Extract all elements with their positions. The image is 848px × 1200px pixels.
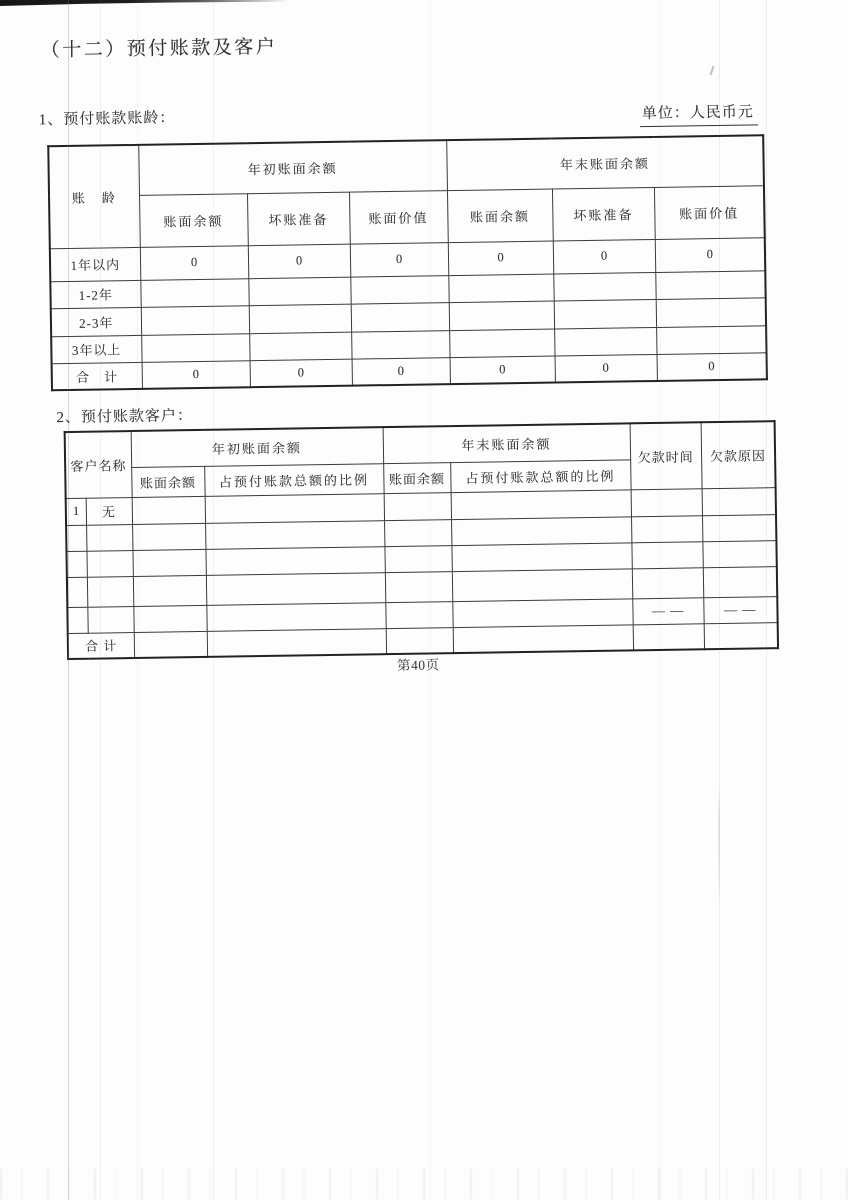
aging-group-header-begin: 年初账面余额 <box>138 140 447 195</box>
customer-cell <box>205 520 384 549</box>
customer-group-header-end: 年末账面余额 <box>383 423 631 463</box>
customer-name <box>86 524 132 551</box>
aging-cell <box>553 272 655 301</box>
customer-cell <box>384 545 451 572</box>
aging-cell <box>351 330 449 359</box>
aging-cell: 0 <box>352 357 450 386</box>
aging-row-label: 3年以上 <box>51 335 141 363</box>
aging-sub-header: 账面余额 <box>139 193 248 247</box>
customer-index <box>67 577 87 607</box>
customer-cell <box>384 492 451 520</box>
customer-cell <box>452 568 632 601</box>
aging-cell <box>448 274 553 303</box>
aging-sub-header: 账面余额 <box>447 189 553 243</box>
debt-reason-header: 欠款原因 <box>701 421 776 488</box>
customer-sub-header: 占预付账款总额的比例 <box>450 459 630 492</box>
customer-cell <box>453 624 633 653</box>
debt-reason-cell: — — <box>703 596 777 623</box>
aging-cell <box>554 299 656 329</box>
debt-reason-cell <box>702 540 776 567</box>
customer-index <box>67 607 87 633</box>
debt-time-header: 欠款时间 <box>630 422 702 489</box>
customer-cell <box>206 602 385 631</box>
aging-row-label: 1年以内 <box>50 247 140 281</box>
customer-cell <box>132 496 205 524</box>
customer-cell <box>132 523 205 550</box>
customer-cell <box>384 519 451 546</box>
debt-time-cell <box>633 623 704 650</box>
customer-cell <box>134 631 207 658</box>
section2-heading: 2、预付账款客户： <box>56 408 194 427</box>
aging-cell <box>656 297 766 327</box>
debt-reason-cell <box>702 514 776 541</box>
customer-cell <box>206 572 385 605</box>
aging-cell: 0 <box>248 244 350 279</box>
debt-reason-cell <box>704 622 778 649</box>
customer-sub-header: 占预付账款总额的比例 <box>204 463 383 496</box>
debt-time-cell <box>632 567 703 598</box>
aging-group-header-end: 年末账面余额 <box>446 135 764 190</box>
aging-cell <box>449 329 554 358</box>
aging-cell: 0 <box>142 360 250 389</box>
customer-sub-header: 账面余额 <box>383 462 450 493</box>
customer-index <box>66 551 86 577</box>
aging-sub-header: 账面价值 <box>349 190 448 243</box>
customer-name <box>87 606 133 633</box>
customer-sub-header: 账面余额 <box>131 466 204 497</box>
aging-cell: 0 <box>350 242 449 277</box>
aging-cell <box>350 275 448 304</box>
debt-time-cell <box>631 515 702 542</box>
customer-group-header-begin: 年初账面余额 <box>131 427 384 467</box>
customer-name <box>87 576 133 607</box>
currency-unit-label: 单位：人民币元 <box>640 100 758 127</box>
customer-cell <box>132 549 205 576</box>
debt-reason-cell <box>702 487 776 515</box>
aging-cell: 0 <box>448 241 553 276</box>
customer-cell <box>386 627 453 654</box>
aging-total-label: 合 计 <box>52 362 142 390</box>
aging-row-label: 1-2年 <box>50 280 140 308</box>
prepayment-aging-table <box>47 134 768 391</box>
aging-cell <box>141 305 249 335</box>
customer-corner-header: 客户名称 <box>65 431 132 498</box>
customer-cell <box>205 493 384 523</box>
aging-cell <box>248 277 350 306</box>
aging-cell: 0 <box>657 352 767 381</box>
aging-cell <box>656 325 766 354</box>
aging-corner-header: 账 龄 <box>48 145 140 248</box>
aging-cell <box>655 270 765 299</box>
aging-cell <box>249 304 351 334</box>
customer-cell <box>205 546 384 575</box>
prepayment-customers-table <box>64 420 779 660</box>
aging-cell <box>351 302 449 332</box>
aging-cell: 0 <box>450 356 555 385</box>
page-title: （十二）预付账款及客户 <box>40 36 278 62</box>
customer-cell <box>451 489 631 519</box>
customer-cell <box>452 598 632 627</box>
debt-time-cell: — — <box>632 597 703 624</box>
customer-cell <box>133 605 206 632</box>
aging-cell <box>140 278 248 307</box>
aging-cell <box>141 333 249 362</box>
aging-cell <box>249 332 351 361</box>
customer-name <box>86 550 132 577</box>
aging-cell: 0 <box>555 354 657 383</box>
aging-cell: 0 <box>553 239 655 274</box>
customer-cell <box>451 542 631 571</box>
customer-total-label: 合 计 <box>68 632 134 659</box>
aging-row-label: 2-3年 <box>51 307 141 336</box>
debt-time-cell <box>631 541 702 568</box>
debt-reason-cell <box>703 566 777 597</box>
section1-heading: 1、预付账款账龄： <box>38 110 176 129</box>
aging-cell: 0 <box>140 245 248 280</box>
page-footer: 第40页 <box>396 657 440 673</box>
customer-index <box>66 525 86 551</box>
customer-cell <box>133 575 206 606</box>
customer-cell <box>451 516 631 545</box>
aging-cell: 0 <box>250 359 352 388</box>
customer-name: 无 <box>86 497 132 525</box>
debt-time-cell <box>631 488 702 516</box>
customer-index: 1 <box>66 498 86 525</box>
table-row <box>65 421 776 468</box>
aging-cell: 0 <box>655 237 766 272</box>
aging-sub-header: 账面价值 <box>654 185 765 239</box>
aging-cell <box>449 301 554 331</box>
customer-cell <box>385 601 452 628</box>
aging-cell <box>554 327 656 356</box>
aging-sub-header: 坏账准备 <box>552 187 655 241</box>
aging-sub-header: 坏账准备 <box>247 192 350 246</box>
customer-cell <box>385 571 452 602</box>
customer-cell <box>207 628 386 657</box>
